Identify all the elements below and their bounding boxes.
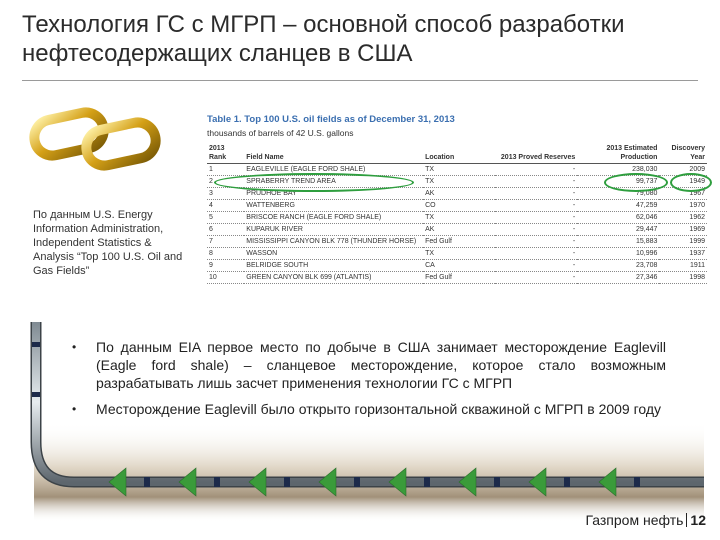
- location-cell: TX: [423, 164, 495, 176]
- production-cell: 23,708: [577, 260, 659, 272]
- reserves-cell: -: [495, 164, 577, 176]
- reserves-cell: -: [495, 272, 577, 284]
- table-row: [207, 164, 707, 176]
- field-name-cell: KUPARUK RIVER: [244, 224, 423, 236]
- discovery-year-cell: 1970: [659, 200, 707, 212]
- rank-cell: 1: [207, 164, 244, 176]
- discovery-year-cell: 1998: [659, 272, 707, 284]
- field-name-cell: WASSON: [244, 248, 423, 260]
- discovery-year-cell: 1949: [659, 176, 707, 188]
- location-cell: TX: [423, 248, 495, 260]
- field-name-cell: MISSISSIPPI CANYON BLK 778 (THUNDER HORSE): [244, 236, 423, 248]
- rank-cell: 5: [207, 212, 244, 224]
- discovery-year-cell: 1969: [659, 224, 707, 236]
- slide-footer: [585, 512, 706, 528]
- rank-cell: 10: [207, 272, 244, 284]
- col-discovery-year: Discovery Year: [659, 143, 707, 164]
- discovery-year-cell: 1962: [659, 212, 707, 224]
- col-production: 2013 Estimated Production: [577, 143, 659, 164]
- rank-cell: 8: [207, 248, 244, 260]
- discovery-year-cell: 1937: [659, 248, 707, 260]
- table-header-row: [207, 143, 707, 164]
- production-cell: 238,030: [577, 164, 659, 176]
- discovery-year-cell: 1911: [659, 260, 707, 272]
- source-note: По данным U.S. Energy Information Administration, Independent Statistics & Analysis “Top 100 U.S. Oil and Gas Fields”: [33, 209, 183, 277]
- location-cell: TX: [423, 212, 495, 224]
- production-cell: 62,046: [577, 212, 659, 224]
- production-cell: 47,259: [577, 200, 659, 212]
- table-subtitle: thousands of barrels of 42 U.S. gallons: [207, 128, 354, 138]
- discovery-year-cell: 2009: [659, 164, 707, 176]
- production-cell: 99,737: [577, 176, 659, 188]
- location-cell: AK: [423, 188, 495, 200]
- bullet-item: [72, 338, 666, 392]
- table-row: [207, 200, 707, 212]
- production-cell: 27,346: [577, 272, 659, 284]
- rank-cell: 4: [207, 200, 244, 212]
- table-row: [207, 236, 707, 248]
- oil-fields-table-block: [207, 114, 707, 284]
- rank-cell: 2: [207, 176, 244, 188]
- rank-cell: 3: [207, 188, 244, 200]
- reserves-cell: -: [495, 260, 577, 272]
- rank-cell: 6: [207, 224, 244, 236]
- table-row: [207, 224, 707, 236]
- reserves-cell: -: [495, 224, 577, 236]
- bullet-text: Месторождение Eaglevill было открыто горизонтальной скважиной с МГРП в 2009 году: [96, 401, 662, 417]
- reserves-cell: -: [495, 236, 577, 248]
- location-cell: CO: [423, 200, 495, 212]
- reserves-cell: -: [495, 188, 577, 200]
- field-name-cell: EAGLEVILLE (EAGLE FORD SHALE): [244, 164, 423, 176]
- production-cell: 29,447: [577, 224, 659, 236]
- oil-fields-table: [207, 143, 707, 284]
- reserves-cell: -: [495, 212, 577, 224]
- rank-cell: 9: [207, 260, 244, 272]
- field-name-cell: BRISCOE RANCH (EAGLE FORD SHALE): [244, 212, 423, 224]
- production-cell: 79,080: [577, 188, 659, 200]
- discovery-year-cell: 1967: [659, 188, 707, 200]
- table-row: [207, 260, 707, 272]
- discovery-year-cell: 1999: [659, 236, 707, 248]
- footer-separator: [686, 513, 687, 527]
- reserves-cell: -: [495, 176, 577, 188]
- production-cell: 15,883: [577, 236, 659, 248]
- location-cell: AK: [423, 224, 495, 236]
- location-cell: TX: [423, 176, 495, 188]
- page-number: 12: [690, 512, 706, 528]
- bullet-marker: •: [72, 340, 77, 354]
- gold-chain-icon: [28, 106, 162, 172]
- table-row: [207, 248, 707, 260]
- col-reserves: 2013 Proved Reserves: [495, 143, 577, 164]
- bullet-marker: •: [72, 402, 77, 416]
- field-name-cell: BELRIDGE SOUTH: [244, 260, 423, 272]
- field-name-cell: WATTENBERG: [244, 200, 423, 212]
- table-row: [207, 188, 707, 200]
- location-cell: Fed Gulf: [423, 236, 495, 248]
- table-row: [207, 212, 707, 224]
- field-name-cell: GREEN CANYON BLK 699 (ATLANTIS): [244, 272, 423, 284]
- location-cell: Fed Gulf: [423, 272, 495, 284]
- slide-title: Технология ГС с МГРП – основной способ разработки нефтесодержащих сланцев в США: [22, 11, 625, 67]
- production-cell: 10,996: [577, 248, 659, 260]
- bullet-item: [72, 400, 666, 418]
- location-cell: CA: [423, 260, 495, 272]
- col-location: Location: [423, 143, 495, 164]
- table-row: [207, 272, 707, 284]
- field-name-cell: PRUDHOE BAY: [244, 188, 423, 200]
- bullet-list: [72, 338, 666, 426]
- reserves-cell: -: [495, 200, 577, 212]
- rank-cell: 7: [207, 236, 244, 248]
- field-name-cell: SPRABERRY TREND AREA: [244, 176, 423, 188]
- bullet-text: По данным EIA первое место по добыче в США занимает месторождение Eaglevill (Eagle ford shale) – сланцевое месторождение, которое стало возможным разрабатывать лишь засчет применения технологии ГС с МГРП: [96, 339, 666, 391]
- company-name: Газпром нефть: [585, 512, 684, 528]
- table-row: [207, 176, 707, 188]
- col-rank: 2013 Rank: [207, 143, 244, 164]
- col-field-name: Field Name: [244, 143, 423, 164]
- table-title: Table 1. Top 100 U.S. oil fields as of December 31, 2013: [207, 114, 455, 125]
- title-divider: [22, 80, 698, 81]
- reserves-cell: -: [495, 248, 577, 260]
